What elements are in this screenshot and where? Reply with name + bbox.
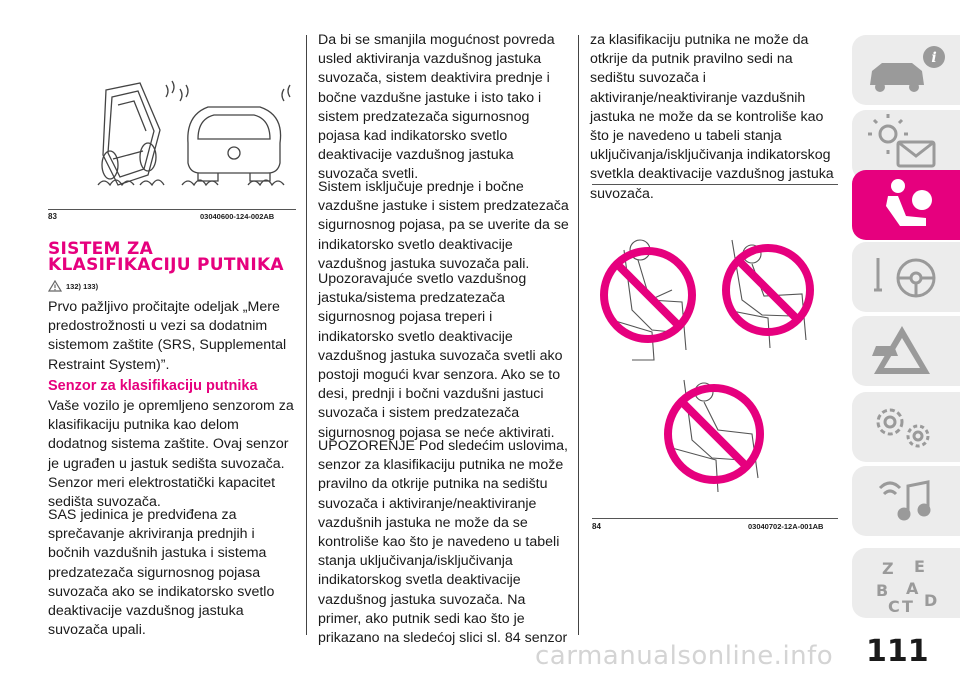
alphabet-index-icon — [852, 548, 960, 618]
col2-paragraph-2: Sistem isključuje prednje i bočne vazdušne jastuke i sistem predzatezača sigurnosnog pojasa, pa se uverite da se indikatorsko svetlo deaktivacije vazdušnog jastuka suvozača pali. — [318, 179, 569, 272]
figure-84-illustration — [592, 220, 838, 510]
warning-refs: 132) 133) — [66, 282, 99, 291]
page-number: 111 — [866, 634, 929, 669]
tab-safety[interactable] — [852, 170, 960, 240]
tab-multimedia[interactable] — [852, 466, 960, 536]
col2-paragraph-1: Da bi se smanjila mogućnost povreda usled aktiviranja vazdušnog jastuka suvozača, sistem deaktivira prednje i bočne vazdušne jastuke i isto tako i sistem predzatezača sigurnosnog pojasa kad indikatorsko svetlo deaktivacije vazdušnog jastuka suvozača svetli. — [318, 32, 555, 183]
intro-paragraph: Prvo pažljivo pročitajte odeljak „Mere predostrožnosti u vezi sa dodatnim sistemom zaštite (SRS, Supplemental Restraint System)”. — [48, 299, 287, 373]
section-heading-line1: SISTEM ZA — [48, 239, 154, 259]
figure-83-code: 03040600-124-002AB — [200, 212, 275, 221]
col2-paragraph-3: Upozoravajuće svetlo vazdušnog jastuka/sistema predzatezača sigurnosnog pojasa treperi i indikatorsko svetlo deaktivacije vazdušnog jastuka suvozača svetli ako postoji mogući kvar senzora. Ako se to desi, prednji i bočni vazdušni jastuci suvozača i sistem predzatezača sigurnosnog pojasa se neće aktivirati. — [318, 271, 563, 441]
figure-83-number: 83 — [48, 212, 57, 221]
col1-paragraph-1: Vaše vozilo je opremljeno senzorom za klasifikaciju putnika kao delom dodatnog sistema zaštite. Ovaj senzor je ugrađen u jastuk sedišta suvozača. Senzor meri elektrostatički kapacitet sedišta suvozača. — [48, 398, 294, 511]
col3-paragraph-1: za klasifikaciju putnika ne može da otkrije da putnik pravilno sedi na sedištu suvozača i aktiviranje/neaktiviranje vazdušnih jastuka ne može da se kontroliše kao što je navedeno u tabeli stanja uključivanja/isključivanja indikatorskog svetkla deaktivacije vazdušnog jastuka suvozača. — [590, 32, 834, 202]
tab-letter-c: C — [888, 597, 900, 616]
col1-paragraph-2: SAS jedinica je predviđena za sprečavanje akriviranja prednjih i bočnih vazdušnih jastuka i sistema predzatezača sigurnosnog pojasa suvozača ako se indikatorsko svetlo deaktivacije vazdušnog jastuka suvozača upali. — [48, 507, 275, 639]
tab-letter-z: Z — [882, 559, 894, 578]
tab-index[interactable] — [852, 548, 960, 618]
figure-84-code: 03040702-12A-001AB — [748, 522, 824, 531]
gears-icon — [852, 392, 960, 462]
warning-triangle-icon — [48, 280, 62, 292]
tab-vehicle-info[interactable] — [852, 35, 960, 105]
subheading: Senzor za klasifikaciju putnika — [48, 378, 258, 394]
section-heading-line2: KLASIFIKACIJU PUTNIKA — [48, 255, 284, 275]
tab-letter-t: T — [902, 597, 913, 616]
col2-paragraph-4: UPOZORENJE Pod sledećim uslovima, senzor za klasifikaciju putnika ne može pravilno da otkrije putnika na sedištu suvozača i aktiviranje/neaktiviranje vazdušnih jastuka ne može da se kontroliše kao što je navedeno u tabeli stanja uključivanja/isključivanja indikatorskog svetla deaktivacije vazdušnog jastuka suvozača. Na primer, ako putnik sedi kao što je prikazano na sledećoj slici sl. 84 senzor — [318, 438, 568, 647]
key-steering-icon — [852, 242, 960, 312]
tab-letter-a: A — [906, 579, 919, 598]
tab-letter-d: D — [924, 591, 938, 610]
tab-letter-b: B — [876, 581, 889, 600]
svg-text:i: i — [931, 50, 937, 66]
tab-emergency[interactable] — [852, 316, 960, 386]
watermark-text: carmanualsonline.info — [535, 641, 834, 671]
figure-83-illustration — [48, 35, 296, 210]
tab-letter-e: E — [914, 557, 925, 576]
emergency-triangle-icon — [852, 316, 960, 386]
figure-84-number: 84 — [592, 522, 601, 531]
tab-maintenance[interactable] — [852, 392, 960, 462]
tab-starting-driving[interactable] — [852, 242, 960, 312]
car-info-icon — [852, 35, 960, 105]
multimedia-icon — [852, 466, 960, 536]
section-heading — [48, 241, 308, 273]
airbag-seat-icon — [852, 170, 960, 240]
